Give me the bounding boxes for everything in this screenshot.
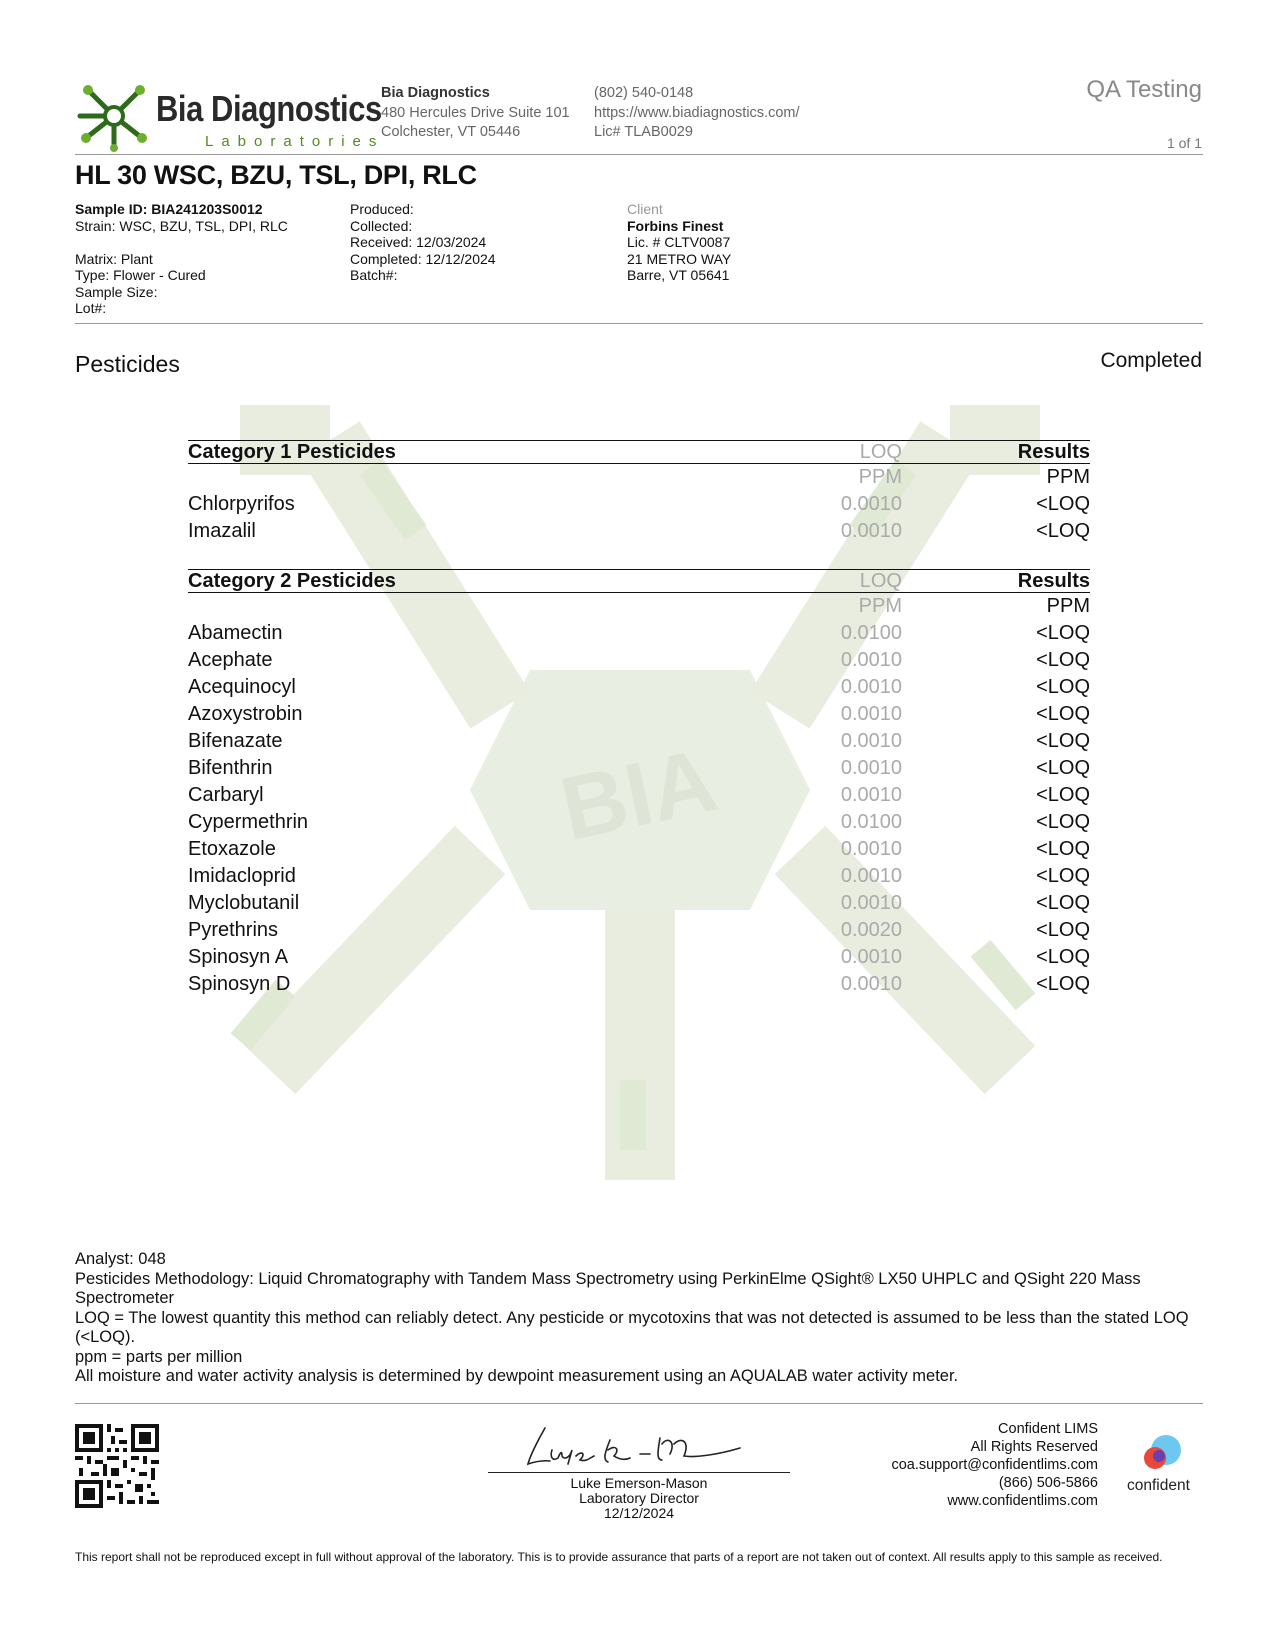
result-value: <LOQ xyxy=(1036,919,1090,941)
analyte-name: Pyrethrins xyxy=(188,919,279,941)
confident-logo-icon xyxy=(1134,1434,1188,1474)
analyte-name: Imidacloprid xyxy=(188,865,296,887)
table-row xyxy=(188,863,1090,890)
category-2-table xyxy=(188,569,1090,998)
loq-value: 0.0010 xyxy=(840,703,902,725)
loq-value: 0.0010 xyxy=(840,838,902,860)
loq-value: 0.0010 xyxy=(840,973,902,995)
footer-divider xyxy=(75,1403,1203,1404)
disclaimer-text: This report shall not be reproduced except in full without approval of the laboratory. This is to provide assurance that parts of a report are not taken out of context. All results apply to this sample as received. xyxy=(75,1550,1163,1564)
analyte-name: Imazalil xyxy=(188,520,256,542)
watermark-text: BIA xyxy=(552,730,726,861)
director-signature xyxy=(490,1420,790,1470)
confident-logo-text: confident xyxy=(1127,1477,1190,1494)
loq-value: 0.0010 xyxy=(840,946,902,968)
results-unit: PPM xyxy=(1046,466,1090,488)
table-row xyxy=(188,917,1090,944)
analyte-name: Bifenthrin xyxy=(188,757,273,779)
results-header: Results xyxy=(1017,570,1090,592)
received-date: Received: 12/03/2024 xyxy=(350,234,487,250)
lims-email[interactable]: coa.support@confidentlims.com xyxy=(891,1457,1098,1473)
result-value: <LOQ xyxy=(1036,973,1090,995)
produced-date: Produced: xyxy=(350,201,414,217)
sample-dates-block xyxy=(350,201,496,284)
analyte-name: Bifenazate xyxy=(188,730,283,752)
result-value: <LOQ xyxy=(1036,892,1090,914)
result-value: <LOQ xyxy=(1036,493,1090,515)
signature-line xyxy=(488,1472,790,1473)
units-row xyxy=(188,464,1090,491)
client-license: Lic. # CLTV0087 xyxy=(627,234,731,250)
category-1-table xyxy=(188,440,1090,545)
table-header xyxy=(188,440,1090,464)
lims-website[interactable]: www.confidentlims.com xyxy=(947,1493,1098,1509)
table-row xyxy=(188,620,1090,647)
units-row xyxy=(188,593,1090,620)
result-value: <LOQ xyxy=(1036,865,1090,887)
moisture-note: All moisture and water activity analysis is determined by dewpoint measurement using an AQUALAB water activity meter. xyxy=(75,1367,959,1385)
table-row xyxy=(188,782,1090,809)
client-label: Client xyxy=(627,201,663,217)
lab-website[interactable]: https://www.biadiagnostics.com/ xyxy=(594,104,800,121)
result-value: <LOQ xyxy=(1036,520,1090,542)
analyte-name: Azoxystrobin xyxy=(188,703,303,725)
client-address1: 21 METRO WAY xyxy=(627,250,732,267)
sample-id: Sample ID: BIA241203S0012 xyxy=(75,201,263,217)
analyte-name: Chlorpyrifos xyxy=(188,493,295,515)
loq-definition: LOQ = The lowest quantity this method can reliably detect. Any pesticide or mycotoxins that was not detected is assumed to be less than the stated LOQ (<LOQ). xyxy=(75,1308,1189,1346)
analyte-name: Myclobutanil xyxy=(188,892,300,914)
sample-info-block xyxy=(75,201,288,317)
result-value: <LOQ xyxy=(1036,703,1090,725)
lab-name: Bia Diagnostics xyxy=(381,85,490,101)
sample-size: Sample Size: xyxy=(75,283,158,300)
analyte-name: Abamectin xyxy=(188,622,283,644)
client-block xyxy=(627,201,731,284)
analyte-name: Spinosyn D xyxy=(188,973,291,995)
result-value: <LOQ xyxy=(1036,757,1090,779)
loq-value: 0.0100 xyxy=(840,622,902,644)
client-address2: Barre, VT 05641 xyxy=(627,267,730,283)
table-row xyxy=(188,890,1090,917)
qr-code-icon[interactable] xyxy=(75,1424,159,1508)
analyte-name: Spinosyn A xyxy=(188,946,289,968)
result-value: <LOQ xyxy=(1036,649,1090,671)
analyte-name: Acequinocyl xyxy=(188,676,296,698)
ppm-definition: ppm = parts per million xyxy=(75,1347,243,1366)
batch-number: Batch#: xyxy=(350,267,398,283)
result-value: <LOQ xyxy=(1036,784,1090,806)
lims-info-block xyxy=(891,1420,1098,1510)
sample-title: HL 30 WSC, BZU, TSL, DPI, RLC xyxy=(75,160,477,190)
client-name: Forbins Finest xyxy=(627,217,724,234)
loq-value: 0.0010 xyxy=(840,649,902,671)
lab-phone: (802) 540-0148 xyxy=(594,85,694,101)
doc-type-title: QA Testing xyxy=(1086,76,1202,103)
sample-type: Type: Flower - Cured xyxy=(75,267,206,283)
loq-value: 0.0020 xyxy=(840,919,902,941)
analyte-name: Cypermethrin xyxy=(188,811,309,833)
loq-value: 0.0010 xyxy=(840,757,902,779)
results-unit: PPM xyxy=(1046,595,1090,617)
loq-value: 0.0010 xyxy=(840,493,902,515)
loq-value: 0.0010 xyxy=(840,892,902,914)
sample-lot: Lot#: xyxy=(75,300,107,316)
category-title: Category 2 Pesticides xyxy=(188,570,396,592)
section-status: Completed xyxy=(1100,349,1202,372)
logo-name: Bia Diagnostics xyxy=(156,88,382,129)
table-row xyxy=(188,971,1090,998)
methodology-text: Pesticides Methodology: Liquid Chromatography with Tandem Mass Spectrometry using PerkinElme QSight® LX50 UHPLC and QSight 220 Mass Spectrometer xyxy=(75,1269,1141,1307)
result-value: <LOQ xyxy=(1036,946,1090,968)
loq-value: 0.0010 xyxy=(840,520,902,542)
logo-subtitle: Laboratories xyxy=(205,133,385,150)
lims-phone: (866) 506-5866 xyxy=(998,1475,1098,1491)
completed-date: Completed: 12/12/2024 xyxy=(350,250,496,267)
table-row xyxy=(188,701,1090,728)
table-row xyxy=(188,491,1090,518)
analyst-id: Analyst: 048 xyxy=(75,1250,166,1268)
analyte-name: Carbaryl xyxy=(188,784,264,806)
loq-value: 0.0010 xyxy=(840,784,902,806)
result-value: <LOQ xyxy=(1036,676,1090,698)
results-header: Results xyxy=(1017,441,1090,463)
result-value: <LOQ xyxy=(1036,622,1090,644)
loq-value: 0.0010 xyxy=(840,676,902,698)
analyte-name: Etoxazole xyxy=(188,838,276,860)
lab-license: Lic# TLAB0029 xyxy=(594,124,693,140)
table-row xyxy=(188,518,1090,545)
lab-address-line1: 480 Hercules Drive Suite 101 xyxy=(381,104,570,121)
lab-address-line2: Colchester, VT 05446 xyxy=(381,124,521,140)
methodology-notes xyxy=(75,1250,1203,1387)
signature-date: 12/12/2024 xyxy=(603,1505,675,1521)
result-value: <LOQ xyxy=(1036,811,1090,833)
loq-value: 0.0100 xyxy=(840,811,902,833)
director-name: Luke Emerson-Mason xyxy=(570,1475,708,1491)
loq-value: 0.0010 xyxy=(840,865,902,887)
table-row xyxy=(188,809,1090,836)
table-row xyxy=(188,944,1090,971)
page-number: 1 of 1 xyxy=(1166,135,1202,151)
lab-address-block xyxy=(381,84,570,143)
loq-value: 0.0010 xyxy=(840,730,902,752)
section-title: Pesticides xyxy=(75,351,180,377)
table-header xyxy=(188,569,1090,593)
sample-strain: Strain: WSC, BZU, TSL, DPI, RLC xyxy=(75,217,288,234)
bia-logo-icon xyxy=(74,80,154,152)
table-row xyxy=(188,836,1090,863)
table-row xyxy=(188,647,1090,674)
lab-contact-block xyxy=(594,84,800,143)
loq-unit: PPM xyxy=(858,466,902,488)
analyte-name: Acephate xyxy=(188,649,273,671)
collected-date: Collected: xyxy=(350,217,413,234)
result-value: <LOQ xyxy=(1036,730,1090,752)
sample-matrix: Matrix: Plant xyxy=(75,250,153,267)
category-title: Category 1 Pesticides xyxy=(188,441,396,463)
table-row xyxy=(188,728,1090,755)
lims-rights: All Rights Reserved xyxy=(970,1439,1098,1455)
table-row xyxy=(188,755,1090,782)
loq-header: LOQ xyxy=(859,570,902,592)
lims-name: Confident LIMS xyxy=(998,1421,1098,1437)
result-value: <LOQ xyxy=(1036,838,1090,860)
loq-header: LOQ xyxy=(859,441,902,463)
loq-unit: PPM xyxy=(858,595,902,617)
table-row xyxy=(188,674,1090,701)
info-divider xyxy=(75,323,1203,324)
header-divider xyxy=(75,154,1203,155)
director-title: Laboratory Director xyxy=(579,1490,699,1506)
